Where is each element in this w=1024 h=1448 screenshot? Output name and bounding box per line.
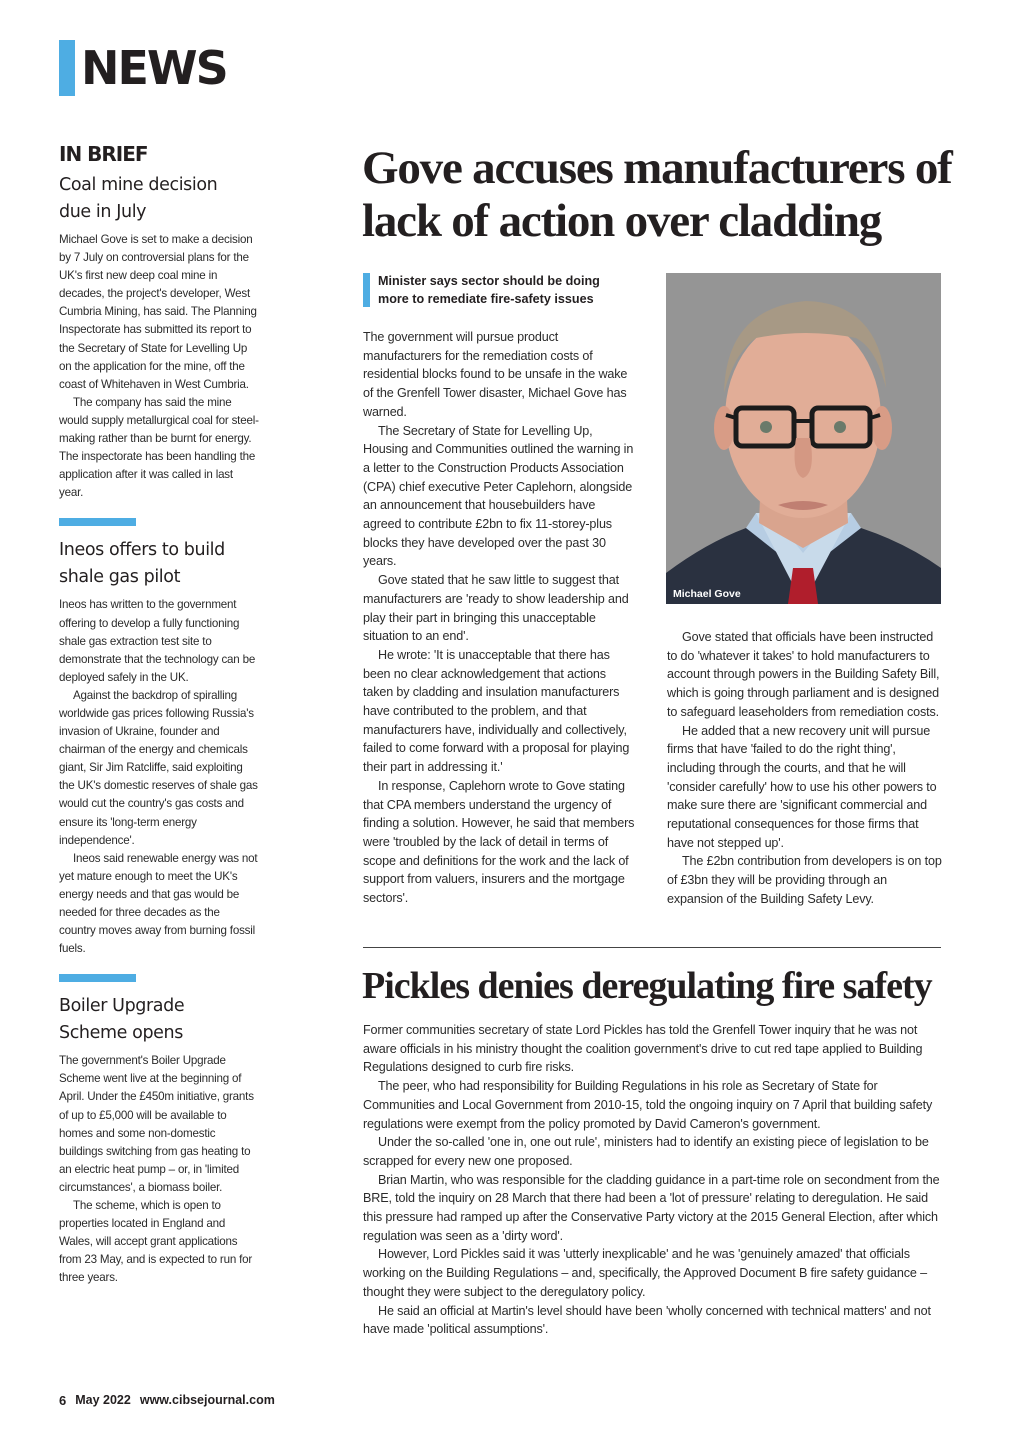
section-title: NEWS xyxy=(81,41,227,95)
brief-item-boiler-upgrade xyxy=(59,993,259,1287)
portrait-photo xyxy=(666,273,941,604)
in-brief-heading: IN BRIEF xyxy=(59,142,148,166)
accent-bar xyxy=(59,40,75,96)
brief-paragraph: The company has said the mine would supply metallurgical coal for steel-making rather than be burnt for energy. The inspectorate has been handling the application after it was called in last year. xyxy=(59,395,259,500)
issue-date: May 2022 xyxy=(75,1393,131,1407)
article-paragraph: He added that a new recovery unit will pursue firms that have 'failed to do the right thing', including through the courts, and that he will 'consider carefully' how to use his other powers to make sure there are 'significant commercial and reputational consequences for those firms that have not stepped up'. xyxy=(667,723,937,850)
section-masthead xyxy=(59,40,227,96)
article-paragraph: Former communities secretary of state Lord Pickles has told the Grenfell Tower inquiry that he was not aware officials in his ministry thought the coalition government's drive to cut red tape applied to Building Regulations designed to curb fire risks. xyxy=(363,1023,923,1075)
brief-divider xyxy=(59,974,136,982)
article-paragraph: In response, Caplehorn wrote to Gove stating that CPA members understand the urgency of finding a solution. However, he said that members were 'troubled by the lack of detail in terms of scope and definitions for the work and the lack of support from valuers, insurers and the mortgage sectors'. xyxy=(363,778,635,906)
brief-item-coal-mine xyxy=(59,172,259,502)
brief-paragraph: Ineos said renewable energy was not yet mature enough to meet the UK's energy needs and that gas would be needed for three decades as the country moves away from burning fossil fuels. xyxy=(59,851,258,956)
article-paragraph: The government will pursue product manufacturers for the remediation costs of residential blocks found to be unsafe in the wake of the Grenfell Tower disaster, Michael Gove has warned. xyxy=(363,330,628,419)
brief-item-ineos xyxy=(59,537,259,958)
article-column-2 xyxy=(667,628,943,909)
article-paragraph: Gove stated that he saw little to suggest that manufacturers are 'ready to show leadership and play their part in bringing this unacceptable situation to an end'. xyxy=(363,573,629,644)
article-column-1 xyxy=(363,328,635,908)
second-headline: Pickles denies deregulating fire safety xyxy=(362,965,932,1007)
article-paragraph: He wrote: 'It is unacceptable that there has been no clear acknowledgement that actions taken by cladding and insulation manufacturers have contributed to the problem, and that manufacturers have, individually and collectively, failed to come forward with a proposal for playing their part in addressing it.' xyxy=(363,647,630,775)
article-paragraph: Gove stated that officials have been instructed to do 'whatever it takes' to hold manufacturers to account through powers in the Building Safety Bill, which is going through parliament and is designed to safeguard leaseholders from remediation costs. xyxy=(667,630,940,719)
article-paragraph: The £2bn contribution from developers is on top of £3bn they will be providing through an expansion of the Building Safety Levy. xyxy=(667,854,942,906)
article-paragraph: The peer, who had responsibility for Building Regulations in his role as Secretary of State for Communities and Local Government from 2010-15, told the ongoing inquiry on 7 April that building safety regulations were exempt from the policy promoted by David Cameron's government. xyxy=(363,1079,933,1131)
brief-paragraph: The government's Boiler Upgrade Scheme went live at the beginning of April. Under the £450m initiative, grants of up to £5,000 will be available to homes and some non-domestic buildings switching from gas heating to an electric heat pump – or, in 'limited circumstances', a biomass boiler. xyxy=(59,1054,254,1194)
brief-divider xyxy=(59,518,136,526)
article-paragraph: Brian Martin, who was responsible for the cladding guidance in a part-time role on secondment from the BRE, told the inquiry on 28 March that there had been a 'lot of pressure' relating to deregulation. He said this pressure had ramped up after the Conservative Party victory at the 2015 General Election, after which regulation was seen as a 'dirty word'. xyxy=(363,1172,940,1243)
brief-paragraph: Michael Gove is set to make a decision by 7 July on controversial plans for the UK's first new deep coal mine in decades, the project's developer, West Cumbria Mining, has said. The Planning Inspectorate has submitted its report to the Secretary of State for Levelling Up on the application for the mine, off the coast of Whitehaven in West Cumbria. xyxy=(59,233,257,391)
section-divider xyxy=(363,947,941,948)
brief-item-title: Boiler Upgrade Scheme opens xyxy=(59,996,185,1044)
in-brief-column xyxy=(59,140,259,1288)
brief-item-title: Ineos offers to build shale gas pilot xyxy=(59,540,225,588)
brief-item-title: Coal mine decision due in July xyxy=(59,175,218,222)
page-footer xyxy=(59,1393,275,1408)
brief-paragraph: The scheme, which is open to properties located in England and Wales, will accept grant applications from 23 May, and is expected to run for three years. xyxy=(59,1199,253,1285)
standfirst xyxy=(363,273,633,308)
article-paragraph: The Secretary of State for Levelling Up, Housing and Communities outlined the warning in a letter to the Construction Products Association (CPA) chief executive Peter Caplehorn, alongside an announcement that housebuilders have agreed to contribute £2bn to fix 11-storey-plus blocks they have developed over the past 30 years. xyxy=(363,423,634,569)
photo-caption: Michael Gove xyxy=(673,588,741,600)
brief-paragraph: Against the backdrop of spiralling worldwide gas prices following Russia's invasion of Ukraine, founder and chairman of the energy and chemicals giant, Sir Jim Ratcliffe, said exploiting the UK's domestic reserves of shale gas would cut the country's gas costs and ensure its 'long-term energy independence'. xyxy=(59,688,258,847)
article-paragraph: However, Lord Pickles said it was 'utterly inexplicable' and he was 'genuinely amazed' that officials working on the Building Regulations – and, specifically, the Approved Document B fire safety guidance – thought they were subject to the deregulatory policy. xyxy=(363,1247,927,1299)
page-number: 6 xyxy=(59,1393,67,1408)
standfirst-text: Minister says sector should be doing more to remediate fire-safety issues xyxy=(378,274,600,306)
brief-paragraph: Ineos has written to the government offering to develop a fully functioning shale gas extraction test site to demonstrate that the technology can be deployed safely in the UK. xyxy=(59,598,256,684)
second-article-body xyxy=(363,1021,948,1339)
website-url: www.cibsejournal.com xyxy=(139,1393,275,1407)
accent-bar xyxy=(363,273,370,307)
article-paragraph: He said an official at Martin's level should have been 'wholly concerned with technical matters' and not have made 'political assumptions'. xyxy=(363,1303,931,1337)
article-paragraph: Under the so-called 'one in, one out rule', ministers had to identify an existing piece of legislation to be scrapped for every new one proposed. xyxy=(363,1135,929,1168)
main-headline: Gove accuses manufacturers of lack of action over cladding xyxy=(362,142,952,247)
portrait-illustration xyxy=(666,273,941,604)
